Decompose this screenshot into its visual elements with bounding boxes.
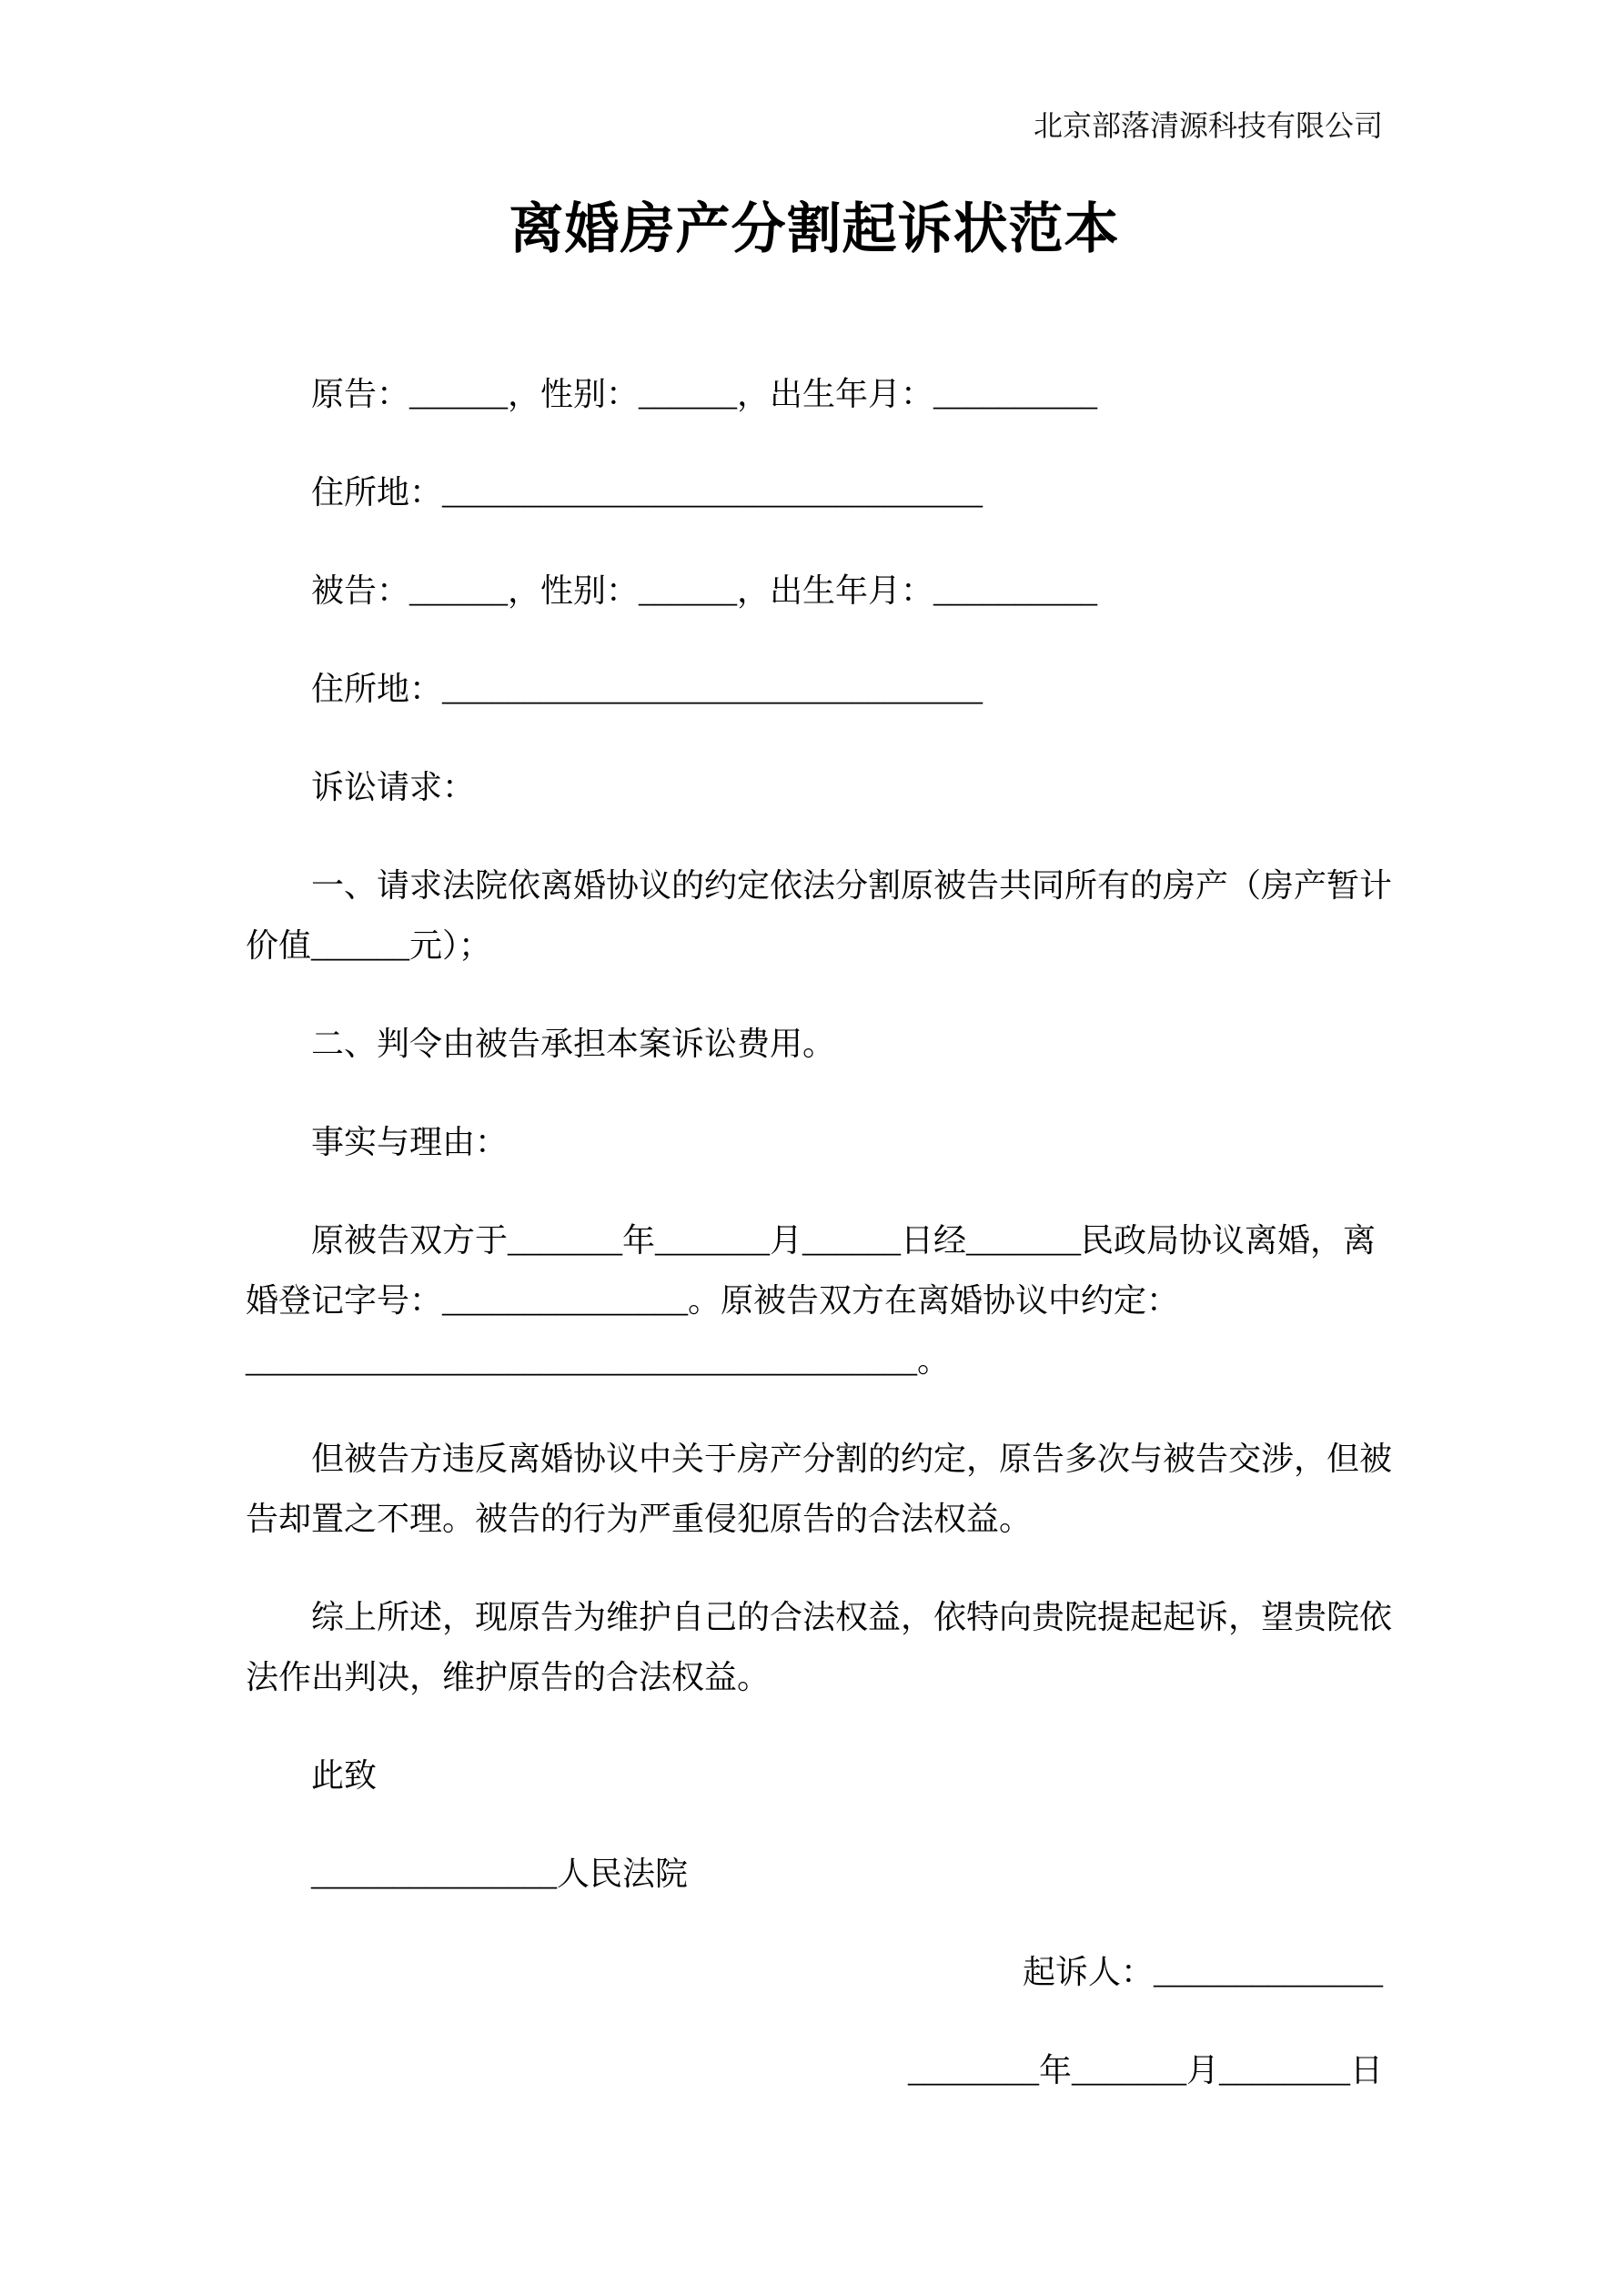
facts-paragraph-1-line-3: _________________________________________。 <box>246 1342 950 1379</box>
defendant-info-line-line-1: 被告：______，性别：______，出生年月：__________ <box>311 572 1098 609</box>
facts-heading <box>246 1112 1383 1172</box>
claim-item-1-line-1: 一、请求法院依离婚协议的约定依法分割原被告共同所有的房产（房产暂计 <box>311 867 1393 904</box>
claims-heading-line-1: 诉讼请求： <box>311 769 476 805</box>
defendant-address-line <box>246 659 1383 719</box>
court-name-line <box>246 1844 1383 1904</box>
plaintiff-address-line <box>246 462 1383 522</box>
court-name-line-line-1: _______________人民法院 <box>311 1856 689 1892</box>
salutation-line <box>246 1745 1383 1805</box>
facts-heading-line-1: 事实与理由： <box>311 1124 509 1160</box>
facts-paragraph-3-line-2: 法作出判决，维护原告的合法权益。 <box>246 1659 771 1695</box>
facts-paragraph-1-line-1: 原被告双方于_______年_______月______日经_______民政局协议离婚，离 <box>311 1222 1377 1259</box>
claim-item-1-line-2: 价值______元）； <box>246 927 492 964</box>
salutation-line-line-1: 此致 <box>311 1757 378 1794</box>
facts-paragraph-2-line-2: 告却置之不理。被告的行为严重侵犯原告的合法权益。 <box>246 1501 1033 1537</box>
facts-paragraph-1-line-2: 婚登记字号：_______________。原被告双方在离婚协议中约定： <box>246 1282 1180 1319</box>
plaintiff-signature-line-line-1: 起诉人：______________ <box>1022 1954 1383 1990</box>
claim-item-2 <box>246 1014 1383 1074</box>
defendant-info-line <box>246 561 1383 621</box>
plaintiff-info-line <box>246 364 1383 424</box>
company-header: 北京部落清源科技有限公司 <box>1033 109 1383 142</box>
facts-paragraph-2-line-1: 但被告方违反离婚协议中关于房产分割的约定，原告多次与被告交涉，但被 <box>311 1441 1393 1477</box>
document-title: 离婚房产分割起诉状范本 <box>509 199 1120 259</box>
signature-date-line <box>246 2040 1383 2100</box>
plaintiff-address-line-line-1: 住所地：_________________________________ <box>311 474 983 511</box>
claim-item-1 <box>246 855 1393 976</box>
plaintiff-info-line-line-1: 原告：______，性别：______，出生年月：__________ <box>311 376 1098 412</box>
facts-paragraph-3 <box>246 1587 1393 1707</box>
facts-paragraph-2 <box>246 1429 1393 1549</box>
plaintiff-signature-line <box>246 1942 1383 2002</box>
claim-item-2-line-1: 二、判令由被告承担本案诉讼费用。 <box>311 1026 836 1062</box>
defendant-address-line-line-1: 住所地：_________________________________ <box>311 671 983 707</box>
signature-date-line-line-1: ________年_______月________日 <box>908 2052 1383 2089</box>
facts-paragraph-1 <box>246 1210 1383 1391</box>
document-body <box>246 364 1393 2100</box>
facts-paragraph-3-line-1: 综上所述，现原告为维护自己的合法权益，依特向贵院提起起诉，望贵院依 <box>311 1599 1393 1635</box>
claims-heading <box>246 757 1383 817</box>
